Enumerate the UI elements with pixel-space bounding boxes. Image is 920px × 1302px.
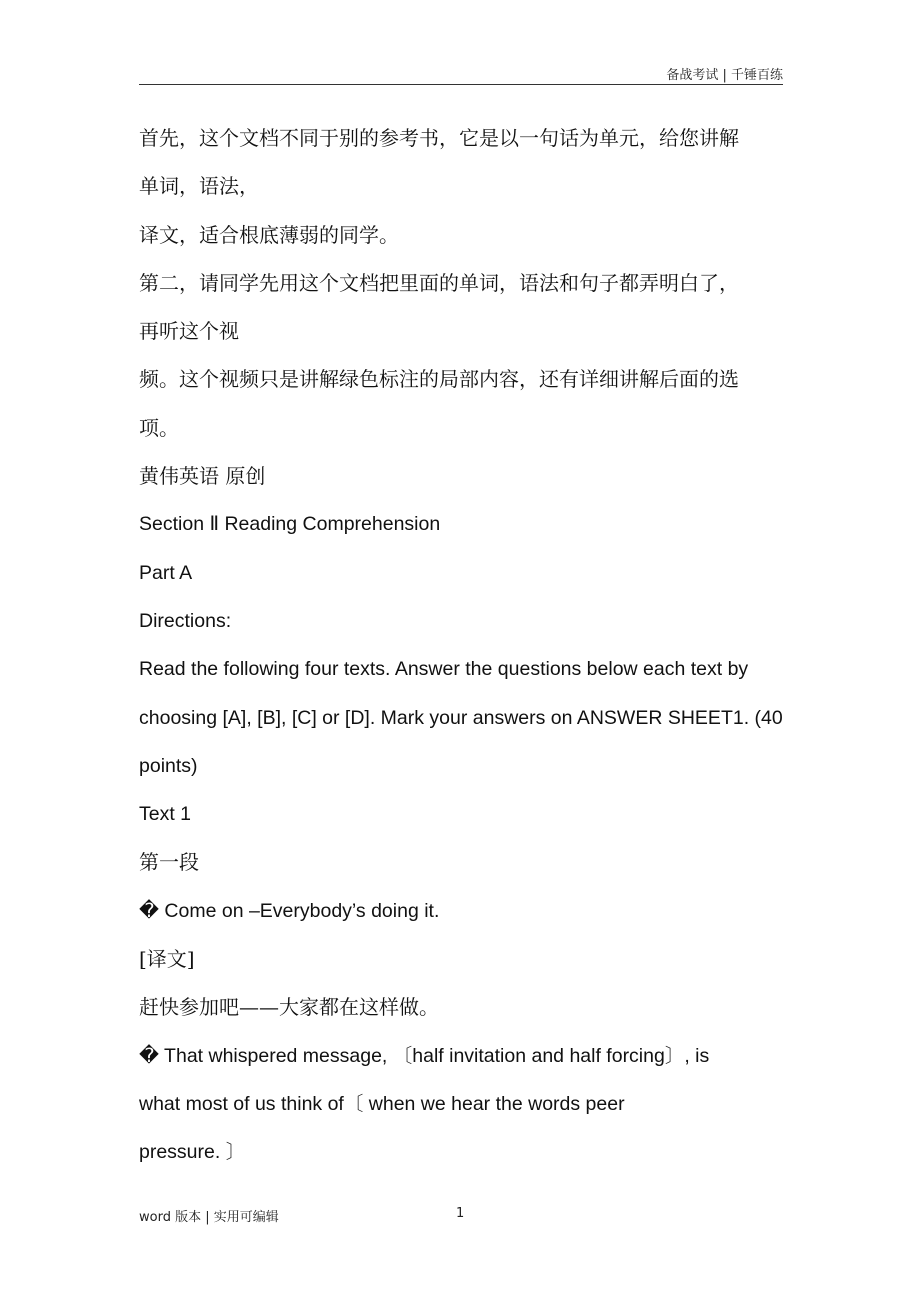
sentence-line: � That whispered message, 〔half invitation and half forcing〕, is: [139, 1044, 710, 1067]
author-line: 黄伟英语 原创: [139, 464, 266, 489]
section-heading: Section Ⅱ Reading Comprehension: [139, 513, 441, 536]
page-number: 1: [456, 1206, 465, 1221]
page-footer: [139, 1206, 783, 1226]
text-line: 再听这个视: [139, 319, 239, 344]
text-line: 项。: [139, 415, 179, 440]
document-body: [139, 114, 799, 1177]
text-line: 首先，这个文档不同于别的参考书，它是以一句话为单元，给您讲解: [139, 126, 739, 150]
footer-text: word 版本 | 实用可编辑: [139, 1210, 279, 1225]
directions-text: Read the following four texts. Answer the questions below each text by: [139, 658, 749, 681]
sentence-line: what most of us think of〔 when we hear the words peer: [139, 1092, 625, 1115]
sentence-line: � Come on –Everybody’s doing it.: [139, 899, 440, 922]
directions-text: points): [139, 754, 198, 777]
page-header: [139, 62, 783, 85]
directions-text: choosing [A], [B], [C] or [D]. Mark your answers on ANSWER SHEET1. (40: [139, 706, 783, 729]
sentence-line: pressure. 〕: [139, 1141, 246, 1164]
directions-label: Directions:: [139, 609, 232, 632]
header-text: 备战考试 | 千锤百练: [666, 68, 783, 83]
text-heading: Text 1: [139, 803, 192, 826]
text-line: 第二，请同学先用这个文档把里面的单词，语法和句子都弄明白了，: [139, 270, 739, 295]
translation-label: [译文]: [139, 947, 195, 972]
paragraph-label: 第一段: [139, 850, 199, 875]
text-line: 译文，适合根底薄弱的同学。: [139, 222, 399, 247]
text-line: 单词，语法，: [139, 174, 259, 199]
part-heading: Part A: [139, 561, 193, 584]
text-line: 频。这个视频只是讲解绿色标注的局部内容，还有详细讲解后面的选: [139, 367, 739, 392]
translation-text: 赶快参加吧——大家都在这样做。: [139, 995, 439, 1020]
